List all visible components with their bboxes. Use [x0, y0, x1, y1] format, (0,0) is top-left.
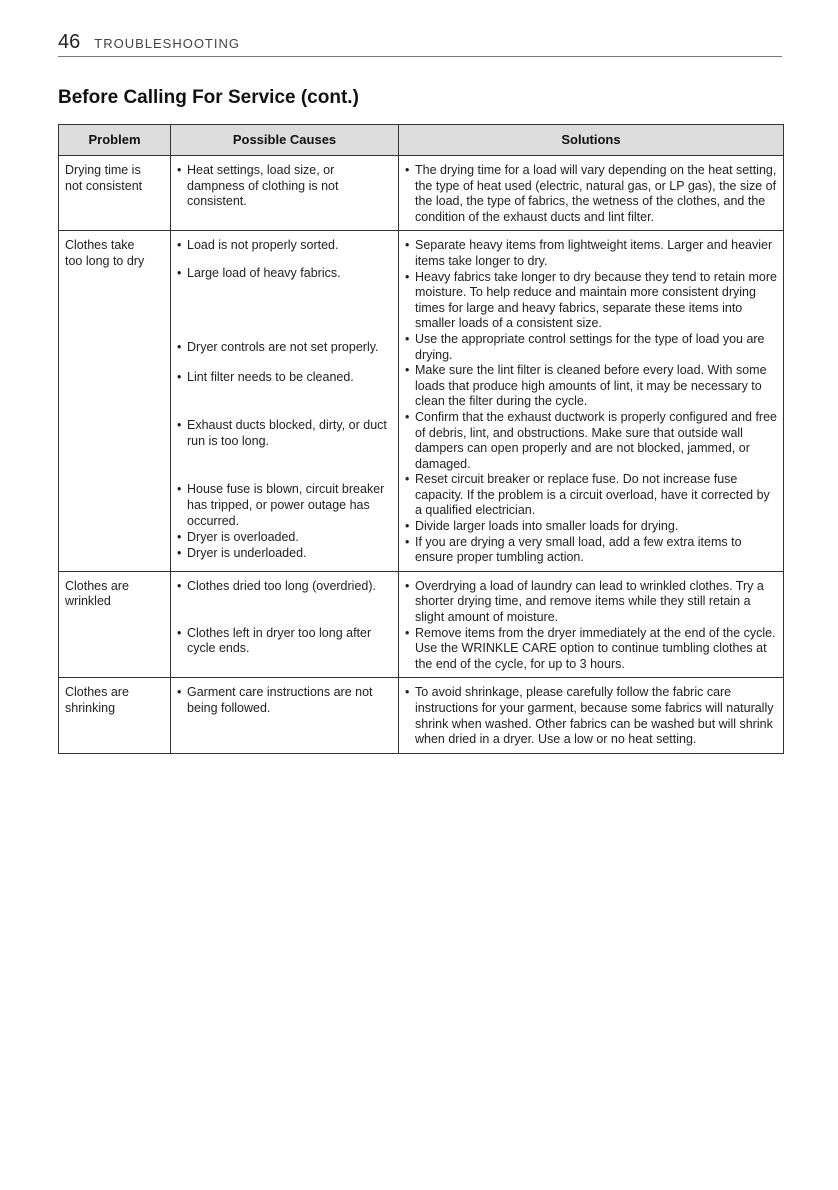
causes-cell	[171, 571, 399, 678]
solution-item: • If you are drying a very small load, add a few extra items to ensure proper tumbling action.	[405, 535, 777, 566]
table-row	[59, 231, 784, 571]
solution-item: • Divide larger loads into smaller loads for drying.	[405, 519, 777, 535]
troubleshooting-table	[58, 124, 784, 754]
cause-item: • Exhaust ducts blocked, dirty, or duct run is too long.	[177, 418, 392, 482]
problem-text: Drying time is not consistent	[65, 163, 143, 193]
solution-item: • Remove items from the dryer immediately at the end of the cycle. Use the WRINKLE CARE option to continue tumbling clothes at the end of the cycle, for up to 3 hours.	[405, 626, 777, 673]
table-row	[59, 678, 784, 753]
solutions-cell	[399, 678, 784, 753]
solution-item: • Make sure the lint filter is cleaned before every load. With some loads that produce high amounts of lint, it may be necessary to clean the filter during the cycle.	[405, 363, 777, 410]
solution-item: • Reset circuit breaker or replace fuse. Do not increase fuse capacity. If the problem is a circuit overload, have it corrected by a qualified electrician.	[405, 472, 777, 519]
solution-item: • Confirm that the exhaust ductwork is properly configured and free of debris, lint, and obstructions. Make sure that outside wall dampers can open properly and are not blocked, jammed, or damaged.	[405, 410, 777, 472]
column-header-problem: Problem	[59, 125, 171, 156]
problem-cell	[59, 571, 171, 678]
solutions-cell	[399, 156, 784, 231]
problem-text: Clothes are shrinking	[65, 685, 129, 715]
section-label: TROUBLESHOOTING	[94, 36, 240, 51]
column-header-solutions: Solutions	[399, 125, 784, 156]
causes-cell	[171, 231, 399, 571]
solution-item: • The drying time for a load will vary depending on the heat setting, the type of heat used (electric, natural gas, or LP gas), the size of the load, the type of fabrics, the wetness of the clothes, and the condition of the exhaust ducts and lint filter.	[405, 163, 777, 225]
cause-item: • Load is not properly sorted.	[177, 238, 392, 266]
problem-cell	[59, 156, 171, 231]
solution-item: • Heavy fabrics take longer to dry because they tend to retain more moisture. To help reduce and maintain more consistent drying times for large and heavy fabrics, separate these items into smaller loads of a consistent size.	[405, 270, 777, 332]
cause-item: • Lint filter needs to be cleaned.	[177, 370, 392, 418]
problem-cell	[59, 678, 171, 753]
causes-cell	[171, 678, 399, 753]
column-header-causes: Possible Causes	[171, 125, 399, 156]
table-row	[59, 571, 784, 678]
page-number: 46	[58, 31, 81, 53]
solution-item: • Overdrying a load of laundry can lead to wrinkled clothes. Try a shorter drying time, and remove items while they still retain a slight amount of moisture.	[405, 579, 777, 626]
cause-item: • Dryer controls are not set properly.	[177, 340, 392, 370]
problem-text: Clothes are wrinkled	[65, 578, 129, 609]
causes-cell	[171, 156, 399, 231]
solution-item: • To avoid shrinkage, please carefully follow the fabric care instructions for your garment, because some fabrics will naturally shrink when washed. Other fabrics can be washed but will shrink when dried in a dryer. Use a low or no heat setting.	[405, 685, 777, 747]
cause-item: • Dryer is overloaded.	[177, 530, 392, 546]
cause-item: • Large load of heavy fabrics.	[177, 266, 392, 340]
problem-cell	[59, 231, 171, 571]
cause-item: • House fuse is blown, circuit breaker has tripped, or power outage has occurred.	[177, 482, 392, 530]
problem-text: Clothes take too long to dry	[65, 238, 145, 268]
page-header	[58, 30, 782, 57]
cause-item: • Garment care instructions are not being followed.	[177, 685, 392, 716]
table-row	[59, 156, 784, 231]
solution-item: • Separate heavy items from lightweight items. Larger and heavier items take longer to dry.	[405, 238, 777, 269]
cause-item: • Clothes dried too long (overdried).	[177, 579, 392, 626]
table-header-row	[59, 125, 784, 156]
cause-item: • Heat settings, load size, or dampness of clothing is not consistent.	[177, 163, 392, 210]
cause-item: • Clothes left in dryer too long after cycle ends.	[177, 626, 392, 657]
solutions-cell	[399, 231, 784, 571]
solutions-cell	[399, 571, 784, 678]
cause-item: • Dryer is underloaded.	[177, 546, 392, 562]
page-title: Before Calling For Service (cont.)	[58, 87, 359, 108]
solution-item: • Use the appropriate control settings for the type of load you are drying.	[405, 332, 777, 363]
